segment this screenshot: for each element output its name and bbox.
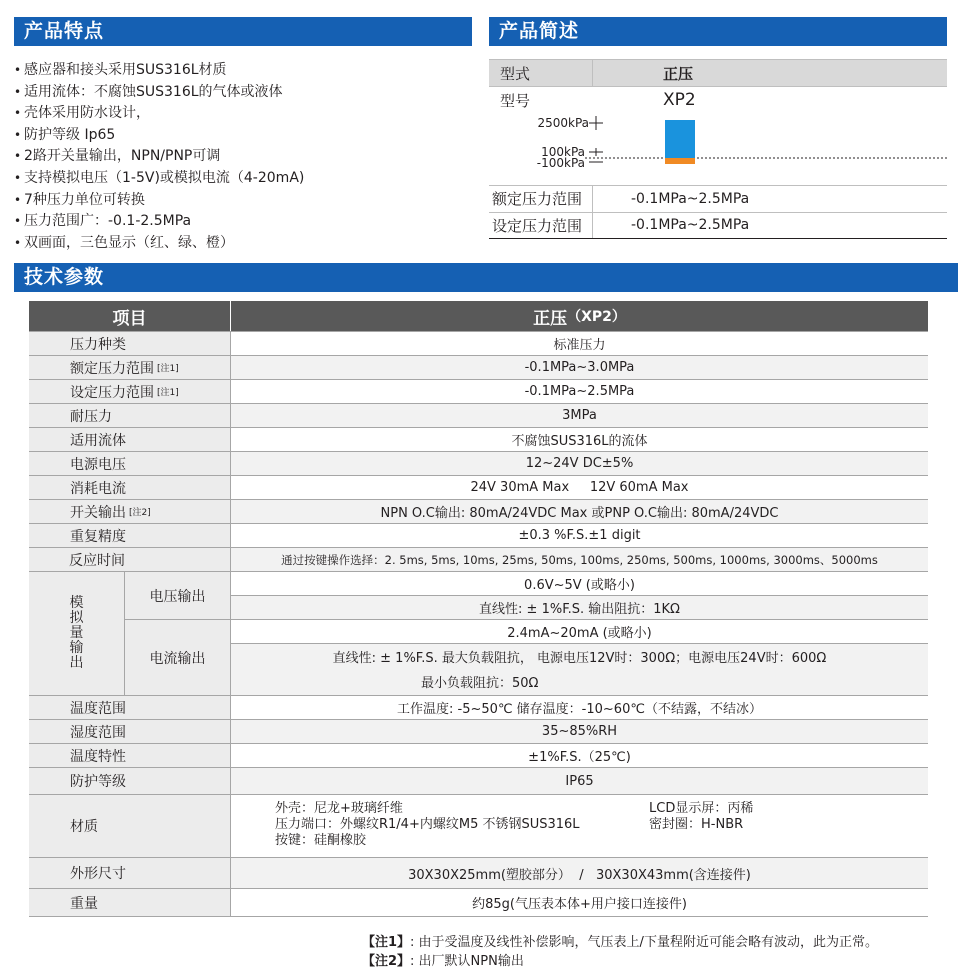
spec-row-rated-range	[29, 356, 928, 380]
feature-item: • 感应器和接头采用SUS316L材质	[14, 62, 227, 78]
spec-row-value: ±0.3 %F.S.±1 digit	[518, 528, 641, 543]
feature-item: • 适用流体：不腐蚀SUS316L的气体或液体	[14, 83, 283, 100]
pressure-range-graphic	[489, 113, 947, 185]
spec-row-value: 30X30X25mm(塑胶部分） / 30X30X43mm(含连接件)	[231, 858, 928, 888]
spec-row-label: 重复精度	[29, 524, 231, 547]
spec-row-value: IP65	[231, 768, 928, 794]
overview-header-value: 正压	[663, 64, 694, 83]
feature-item: • 7种压力单位可转换	[14, 191, 145, 208]
gauge-label-max: 2500kPa	[537, 116, 589, 130]
spec-row-value	[231, 795, 928, 857]
spec-row-withstand	[29, 404, 928, 428]
spec-row-pressure-type	[29, 332, 928, 356]
overview-header-row	[489, 59, 947, 87]
spec-row-current	[29, 476, 928, 500]
spec-row-label: 反应时间	[29, 548, 231, 571]
current-output-linearity: 直线性: ± 1%F.S. 最大负载阻抗， 电源电压12V时：300Ω；电源电压24V时：600Ω	[231, 644, 928, 668]
pressure-bar-negative	[665, 158, 695, 164]
footnote-1: 【注1】: 由于受温度及线性补偿影响，气压表上/下量程附近可能会略有波动，此为正常。	[362, 935, 878, 950]
feature-item: • 壳体采用防水设计，	[14, 105, 150, 122]
spec-row-value: 不腐蚀SUS316L的流体	[511, 434, 648, 449]
spec-row-label: 材质	[29, 795, 231, 857]
overview-rated-label: 额定压力范围	[489, 185, 593, 212]
spec-section-title: 技术参数	[14, 263, 958, 292]
overview-model-label: 型号	[500, 91, 531, 110]
spec-row-value: 35~85%RH	[231, 720, 928, 743]
spec-row-label: 压力种类	[29, 332, 231, 355]
spec-row-label: 重量	[29, 889, 231, 916]
overview-rated-value: -0.1MPa~2.5MPa	[631, 190, 750, 207]
overview-model-value: XP2	[663, 90, 696, 110]
spec-row-label: 温度特性	[29, 744, 231, 767]
features-section-title: 产品特点	[14, 17, 472, 46]
spec-row-repeatability	[29, 524, 928, 548]
material-list-right: LCD显示屏：丙稀 密封圈：H-NBR	[649, 801, 754, 832]
spec-row-label: 额定压力范围 [注1]	[29, 356, 231, 379]
current-output-label: 电流输出	[125, 620, 231, 695]
spec-row-value: -0.1MPa~3.0MPa	[231, 356, 928, 379]
overview-header-label: 型式	[489, 60, 593, 86]
overview-model-row	[489, 87, 947, 113]
spec-row-label: 适用流体	[29, 428, 231, 451]
feature-item: • 2路开关量输出，NPN/PNP可调	[14, 148, 221, 165]
spec-row-value: -0.1MPa~2.5MPa	[524, 384, 635, 399]
spec-header-value: 正压 （XP2）	[533, 308, 626, 329]
spec-row-label: 防护等级	[29, 768, 231, 794]
spec-row-switch-output	[29, 500, 928, 524]
overview-set-value: -0.1MPa~2.5MPa	[631, 217, 750, 233]
overview-set-label: 设定压力范围	[489, 212, 593, 238]
current-output-min-load: 最小负载阻抗：50Ω	[231, 668, 928, 695]
spec-row-value: ±1%F.S.（25℃)	[528, 750, 631, 765]
spec-row-label: 消耗电流	[29, 476, 231, 499]
overview-set-row	[489, 212, 947, 238]
spec-row-set-range	[29, 380, 928, 404]
spec-header-row	[29, 301, 928, 332]
spec-row-fluid	[29, 428, 928, 452]
spec-row-temperature-range	[29, 696, 928, 720]
pressure-bar-positive	[665, 120, 695, 158]
spec-row-material	[29, 795, 928, 858]
feature-item: • 防护等级 Ip65	[14, 126, 116, 143]
spec-header-item: 项目	[29, 301, 231, 331]
overview-rated-row	[489, 185, 947, 212]
spec-row-value: 3MPa	[231, 404, 928, 427]
material-list-left: 外壳：尼龙+玻璃纤维 压力端口：外螺纹R1/4+内螺纹M5 不锈钢SUS316L 按键：硅酮橡胶	[275, 801, 580, 848]
footnote-2: 【注2】: 出厂默认NPN输出	[362, 954, 524, 969]
spec-row-label: 外形尺寸	[29, 858, 231, 888]
analog-output-label: 模 拟 量 输 出	[29, 572, 125, 695]
feature-item: • 支持模拟电压（1-5V)或模拟电流（4-20mA)	[14, 169, 305, 186]
spec-analog-block	[29, 572, 928, 696]
spec-row-value: 约85g(气压表本体+用户接口连接件)	[472, 897, 687, 912]
spec-row-label: 开关输出 [注2]	[29, 500, 231, 523]
spec-row-response-time	[29, 548, 928, 572]
spec-row-value: 12~24V DC±5%	[231, 452, 928, 475]
spec-row-temperature-characteristic	[29, 744, 928, 768]
spec-row-value: 标准压力	[553, 338, 606, 353]
spec-row-value: 通过按键操作选择：2. 5ms, 5ms, 10ms, 25ms, 50ms, 100ms, 250ms, 500ms, 1000ms, 3000ms、5000ms	[231, 548, 928, 571]
spec-row-label: 耐压力	[29, 404, 231, 427]
spec-row-weight	[29, 889, 928, 917]
gauge-label-min: -100kPa	[536, 156, 585, 170]
voltage-output-range: 0.6V~5V (或略小)	[231, 572, 928, 596]
feature-item: • 双画面，三色显示（红、绿、橙）	[14, 234, 234, 251]
spec-row-value: NPN O.C输出: 80mA/24VDC Max 或PNP O.C输出: 80mA/24VDC	[231, 500, 928, 523]
spec-row-dimension	[29, 858, 928, 889]
spec-row-label: 湿度范围	[29, 720, 231, 743]
gauge-label-100: 100kPa	[541, 145, 585, 159]
spec-row-value: 工作温度: -5~50℃ 储存温度：-10~60℃（不结露，不结冰）	[397, 702, 762, 717]
spec-row-supply-voltage	[29, 452, 928, 476]
voltage-output-label: 电压输出	[125, 572, 231, 620]
spec-row-label: 电源电压	[29, 452, 231, 475]
spec-row-protection	[29, 768, 928, 795]
current-output-range: 2.4mA~20mA (或略小)	[231, 620, 928, 644]
overview-section-title: 产品简述	[489, 17, 947, 46]
spec-row-humidity-range	[29, 720, 928, 744]
features-list	[14, 60, 474, 254]
feature-item: • 压力范围广：-0.1-2.5MPa	[14, 213, 192, 230]
spec-row-value: 24V 30mA Max 12V 60mA Max	[470, 480, 689, 495]
voltage-output-linearity: 直线性: ± 1%F.S. 输出阻抗：1KΩ	[231, 596, 928, 620]
spec-row-label: 温度范围	[29, 696, 231, 719]
spec-row-label: 设定压力范围 [注1]	[29, 380, 231, 403]
